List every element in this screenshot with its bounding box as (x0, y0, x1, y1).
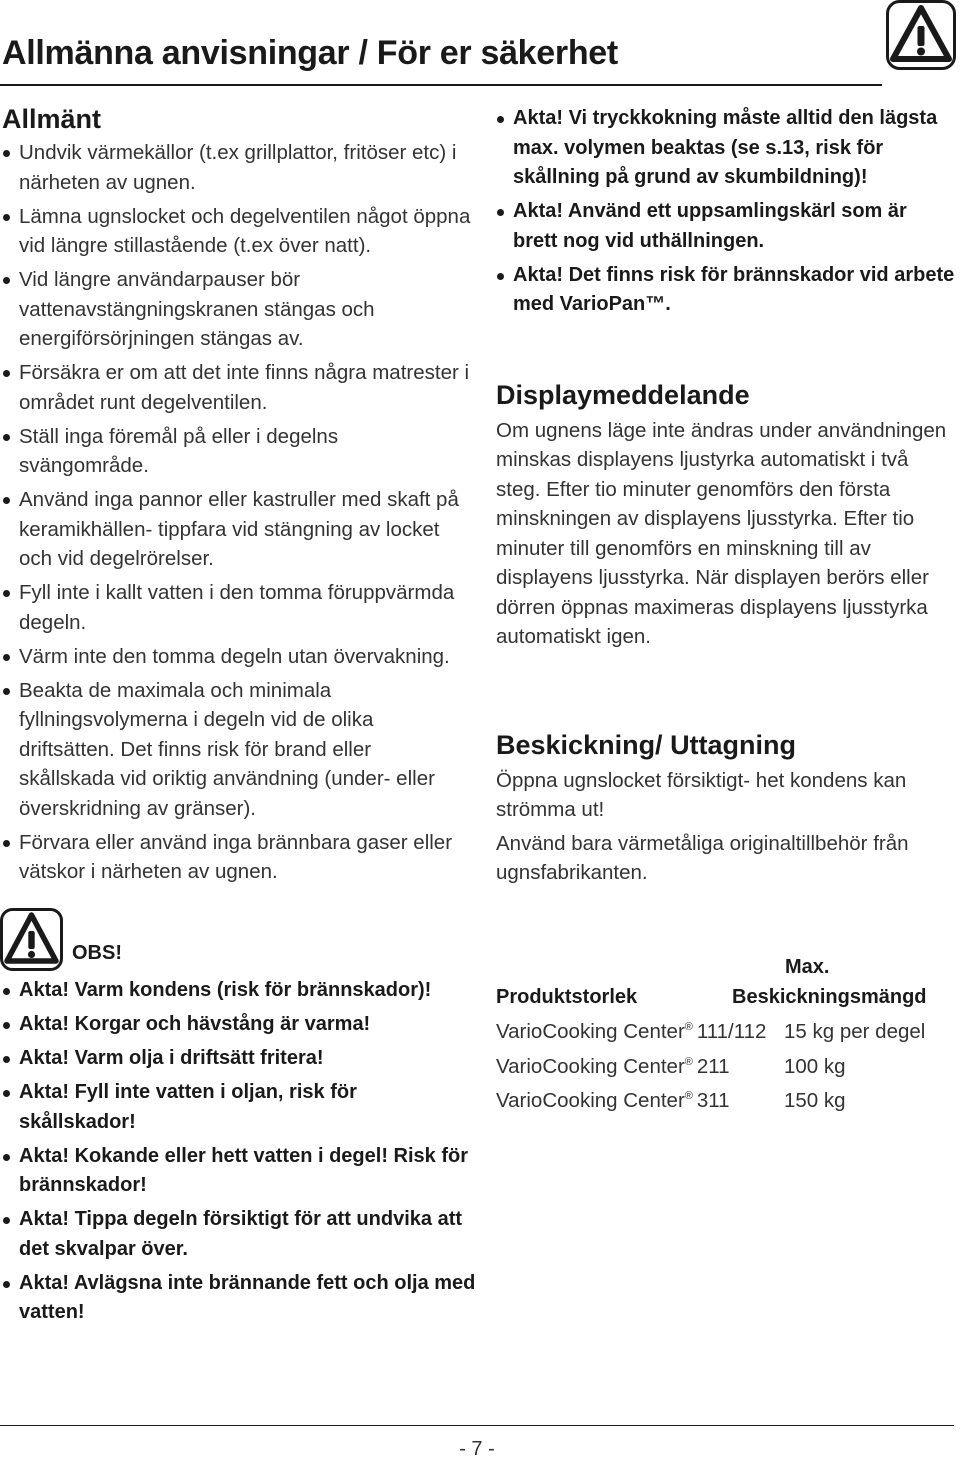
obs-list (2, 976, 478, 1332)
loading-text-2: Använd bara värmetåliga originaltillbehör från ugnsfabrikanten. (496, 831, 909, 884)
list-item: Akta! Använd ett uppsamlingskärl som är brett nog vid uthällningen. (496, 197, 956, 256)
warning-triangle-icon (886, 0, 956, 70)
product-model: 211 (696, 1054, 730, 1078)
list-item: Akta! Vi tryckkokning måste alltid den lägsta max. volymen beaktas (se s.13, risk för skållning på grund av skumbildning)! (496, 104, 956, 193)
column-header-capacity: Beskickningsmängd (732, 986, 927, 1008)
list-item: Akta! Varm olja i driftsätt fritera! (2, 1044, 478, 1074)
display-text: Om ugnens läge inte ändras under användningen minskas displayens ljustyrka automatiskt i två steg. Efter tio minuter genomförs den första minskningen av displayens ljusstyrka. Efter tio minuter till genomförs en minskning till av displayens ljusstyrka. När displayen berörs eller dörren öppnas maximeras displayens ljusstyrka automatiskt igen. (496, 418, 947, 648)
table-row (496, 1085, 956, 1120)
product-table (496, 956, 956, 1120)
title-divider (0, 84, 882, 86)
list-item: Lämna ugnslocket och degelventilen något öppna vid längre stillastående (t.ex över natt). (2, 202, 472, 261)
page-title: Allmänna anvisningar / För er säkerhet (2, 34, 618, 72)
list-item: Beakta de maximala och minimala fyllningsvolymerna i degeln vid de olika driftsätten. Det finns risk för brand eller skållskada vid oriktig användning (under- eller överskridning av gränser). (2, 676, 472, 824)
list-item: Använd inga pannor eller kastruller med skaft på keramikhällen- tippfara vid stängning av locket och vid degelrörelser. (2, 485, 472, 574)
table-row (496, 1051, 956, 1086)
column-header-max: Max. (785, 956, 830, 978)
table-row (496, 1016, 956, 1051)
display-heading: Displaymeddelande (496, 379, 750, 410)
list-item: Akta! Det finns risk för brännskador vid arbete med VarioPan™. (496, 261, 956, 320)
product-model: 311 (696, 1089, 730, 1112)
warning-triangle-icon (0, 908, 63, 971)
list-item: Akta! Avlägsna inte brännande fett och olja med vatten! (2, 1269, 478, 1328)
capacity-cell: 15 kg per degel (784, 1020, 926, 1043)
product-name: VarioCooking Center (496, 1089, 685, 1112)
right-warnings-list (496, 104, 956, 320)
loading-section (496, 728, 956, 888)
registered-mark: ® (684, 1021, 693, 1034)
obs-label: OBS! (72, 942, 122, 964)
product-model: 111/112 (696, 1020, 767, 1043)
general-list (2, 138, 472, 887)
list-item: Vid längre användarpauser bör vattenavstängningskranen stängas och energiförsörjningen stängas av. (2, 265, 472, 354)
list-item: Förvara eller använd inga brännbara gaser eller vätskor i närheten av ugnen. (2, 828, 472, 887)
page-number: - 7 - (459, 1438, 495, 1460)
right-column (496, 102, 956, 888)
general-heading: Allmänt (2, 104, 102, 134)
column-header-size: Produktstorlek (496, 986, 638, 1008)
product-name: VarioCooking Center (496, 1054, 685, 1078)
loading-heading: Beskickning/ Uttagning (496, 729, 797, 760)
product-name: VarioCooking Center (496, 1020, 685, 1043)
general-section (2, 102, 472, 891)
product-table-header (496, 956, 956, 1016)
list-item: Undvik värmekällor (t.ex grillplattor, fritöser etc) i närheten av ugnen. (2, 138, 472, 197)
list-item: Akta! Kokande eller hett vatten i degel! Risk för brännskador! (2, 1142, 478, 1201)
capacity-cell: 150 kg (784, 1089, 846, 1112)
registered-mark: ® (684, 1090, 693, 1103)
product-name-cell (496, 1089, 730, 1113)
list-item: Försäkra er om att det inte finns några matrester i området runt degelventilen. (2, 358, 472, 417)
footer-divider (0, 1425, 954, 1426)
product-name-cell (496, 1055, 730, 1079)
capacity-cell: 100 kg (784, 1054, 846, 1078)
list-item: Akta! Varm kondens (risk för brännskador)! (2, 976, 478, 1006)
product-name-cell (496, 1020, 766, 1044)
registered-mark: ® (684, 1055, 693, 1068)
list-item: Värm inte den tomma degeln utan övervakning. (2, 642, 472, 672)
loading-text-1: Öppna ugnslocket försiktigt- het kondens kan strömma ut! (496, 768, 907, 821)
list-item: Fyll inte i kallt vatten i den tomma föruppvärmda degeln. (2, 578, 472, 637)
list-item: Akta! Fyll inte vatten i oljan, risk för skållskador! (2, 1078, 478, 1137)
list-item: Akta! Korgar och hävstång är varma! (2, 1010, 478, 1040)
list-item: Ställ inga föremål på eller i degelns svängområde. (2, 422, 472, 481)
list-item: Akta! Tippa degeln försiktigt för att undvika att det skvalpar över. (2, 1205, 478, 1264)
display-section (496, 378, 956, 652)
